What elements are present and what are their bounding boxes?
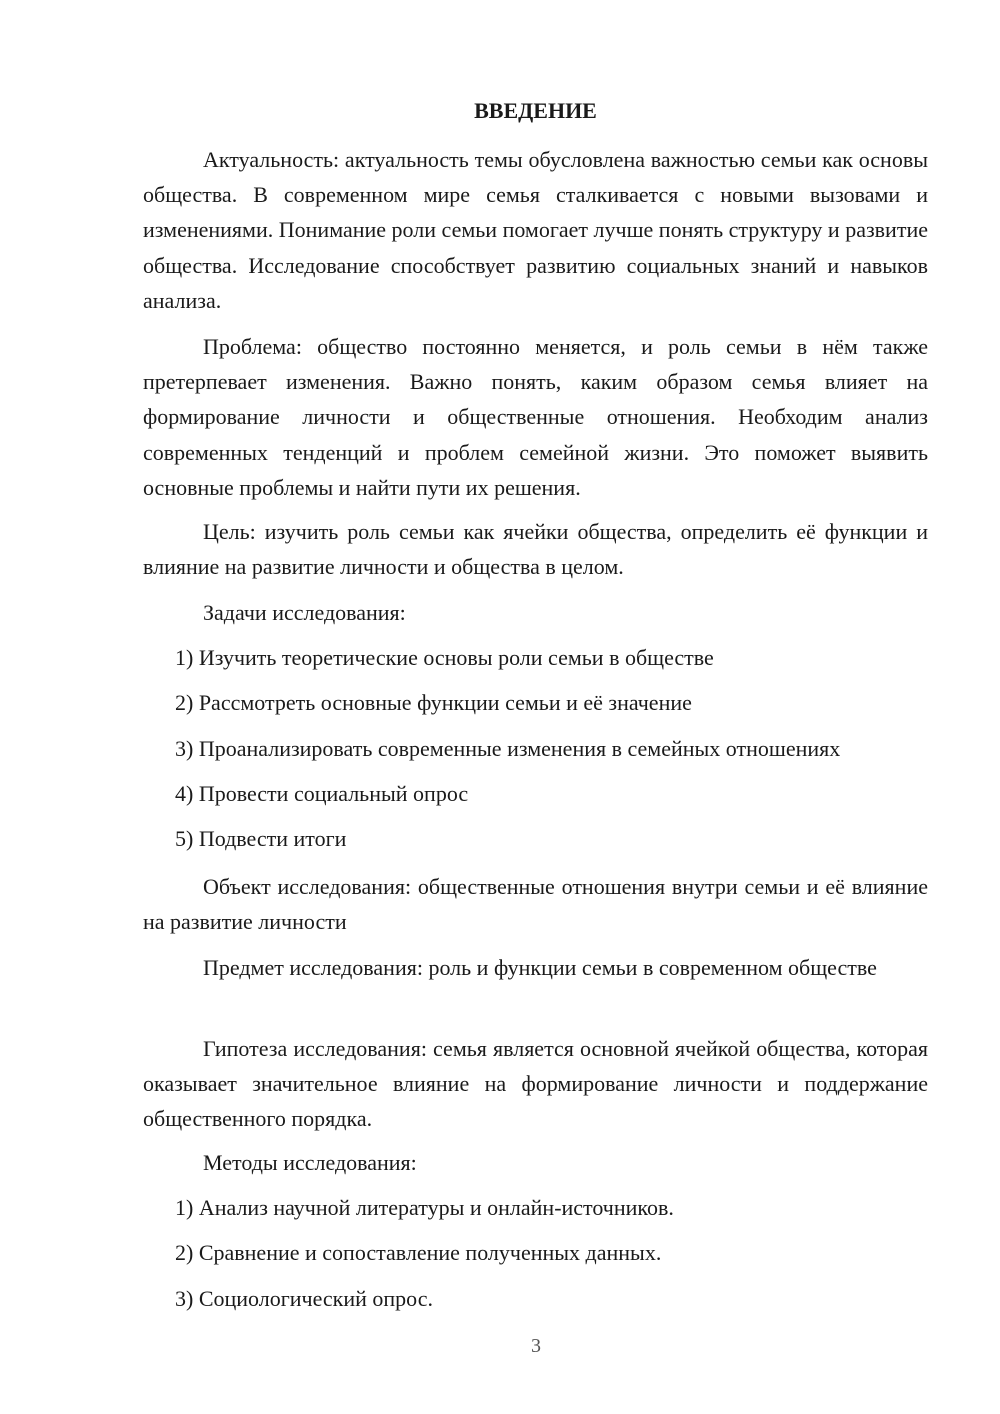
- page-title: ВВЕДЕНИЕ: [474, 98, 597, 123]
- hypothesis-paragraph: Гипотеза исследования: семья является основной ячейкой общества, которая оказывает значительное влияние на формирование личности и поддержание общественного порядка.: [143, 1036, 928, 1132]
- task-item: 2) Рассмотреть основные функции семьи и её значение: [175, 690, 692, 715]
- tasks-heading: Задачи исследования:: [203, 600, 406, 625]
- methods-heading: Методы исследования:: [203, 1150, 417, 1175]
- subject-paragraph: Предмет исследования: роль и функции семьи в современном обществе: [203, 955, 877, 980]
- goal-paragraph: Цель: изучить роль семьи как ячейки общества, определить её функции и влияние на развитие личности и общества в целом.: [143, 519, 928, 580]
- task-item: 1) Изучить теоретические основы роли семьи в обществе: [175, 645, 714, 670]
- method-item: 2) Сравнение и сопоставление полученных данных.: [175, 1240, 662, 1265]
- object-paragraph: Объект исследования: общественные отношения внутри семьи и её влияние на развитие личности: [143, 874, 928, 935]
- method-item: 1) Анализ научной литературы и онлайн-источников.: [175, 1195, 674, 1220]
- task-item: 3) Проанализировать современные изменения в семейных отношениях: [175, 736, 841, 761]
- page-number: 3: [531, 1335, 541, 1357]
- task-item: 5) Подвести итоги: [175, 826, 347, 851]
- method-item: 3) Социологический опрос.: [175, 1286, 433, 1311]
- problem-paragraph: Проблема: общество постоянно меняется, и роль семьи в нём также претерпевает изменения. Важно понять, каким образом семья влияет на формирование личности и общественные отношения. Необходим анализ современных тенденций и проблем семейной жизни. Это поможет выявить основные проблемы и найти пути их решения.: [143, 334, 928, 500]
- relevance-paragraph: Актуальность: актуальность темы обусловлена важностью семьи как основы общества. В современном мире семья сталкивается с новыми вызовами и изменениями. Понимание роли семьи помогает лучше понять структуру и развитие общества. Исследование способствует развитию социальных знаний и навыков анализа.: [143, 147, 928, 313]
- task-item: 4) Провести социальный опрос: [175, 781, 469, 806]
